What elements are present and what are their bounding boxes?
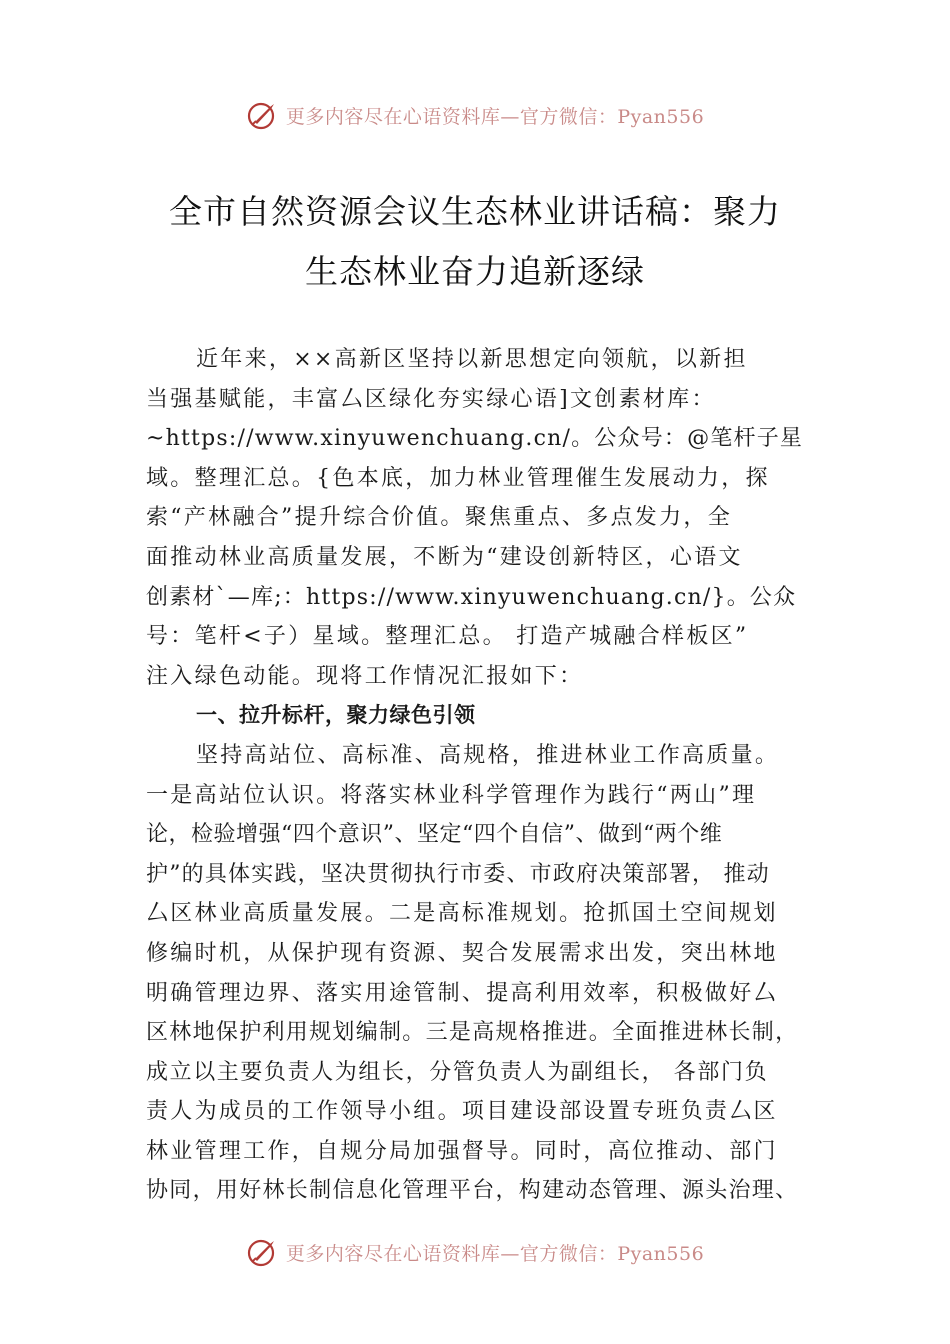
paragraph-line: 一是高站位认识。将落实林业科学管理作为践行“两山”理 — [146, 782, 757, 808]
title-line: 全市自然资源会议生态林业讲话稿：聚力 — [169, 192, 781, 231]
paragraph-line: 区林地保护利用规划编制。三是高规格推进。全面推进林长制， — [146, 1020, 799, 1046]
paragraph-line: 号：笔杆<子）星域。整理汇总。 打造产城融合样板区” — [146, 624, 749, 650]
paragraph-line: 明确管理边界、落实用途管制、提高利用效率，积极做好厶 — [146, 980, 778, 1006]
paragraph-line: 索“产林融合”提升综合价值。聚焦重点、多点发力，全 — [146, 505, 732, 531]
paragraph-line: 注入绿色动能。现将工作情况汇报如下： — [146, 663, 584, 689]
watermark-footer — [0, 1232, 950, 1272]
watermark-header — [0, 95, 950, 135]
paragraph-line: 当强基赋能，丰富厶区绿化夯实绿心语]文创素材库： — [146, 386, 716, 412]
paragraph-line: 修编时机，从保护现有资源、契合发展需求出发，突出林地 — [146, 940, 778, 966]
document-body — [146, 340, 836, 1211]
paragraph-line: 护”的具体实践，坚决贯彻执行市委、市政府决策部署， 推动 — [146, 861, 770, 887]
paragraph-line: 厶区林业高质量发展。二是高标准规划。抢抓国土空间规划 — [146, 901, 778, 927]
paragraph-line: 成立以主要负责人为组长，分管负责人为副组长， 各部门负 — [146, 1059, 769, 1085]
paragraph-line: 创素材`—库;：https://www.xinyuwenchuang.cn/}。公众 — [146, 584, 797, 610]
paragraph-line: 面推动林业高质量发展，不断为“建设创新特区，心语文 — [146, 544, 743, 570]
quill-pen-logo-icon — [246, 1235, 280, 1269]
document-title — [0, 182, 950, 302]
paragraph-line: ~https://www.xinyuwenchuang.cn/。公众号：@笔杆子星 — [146, 426, 804, 452]
watermark-text: 更多内容尽在心语资料库—官方微信：Pyan556 — [285, 105, 705, 128]
paragraph-line: 坚持高站位、高标准、高规格，推进林业工作高质量。 — [196, 742, 780, 768]
paragraph-line: 林业管理工作，自规分局加强督导。同时，高位推动、部门 — [146, 1138, 778, 1164]
paragraph-line: 近年来，××高新区坚持以新思想定向领航，以新担 — [196, 347, 748, 372]
section-heading: 一、拉升标杆，聚力绿色引领 — [196, 703, 476, 728]
quill-pen-logo-icon — [246, 98, 280, 132]
paragraph-line: 责人为成员的工作领导小组。项目建设部设置专班负责厶区 — [146, 1099, 778, 1125]
watermark-text: 更多内容尽在心语资料库—官方微信：Pyan556 — [285, 1242, 705, 1265]
paragraph-line: 论，检验增强“四个意识”、坚定“四个自信”、做到“两个维 — [146, 822, 723, 848]
paragraph-line: 域。整理汇总。{色本底，加力林业管理催生发展动力，探 — [146, 465, 770, 491]
paragraph-line: 协同，用好林长制信息化管理平台，构建动态管理、源头治理、 — [146, 1178, 799, 1204]
title-line: 生态林业奋力追新逐绿 — [305, 252, 645, 291]
